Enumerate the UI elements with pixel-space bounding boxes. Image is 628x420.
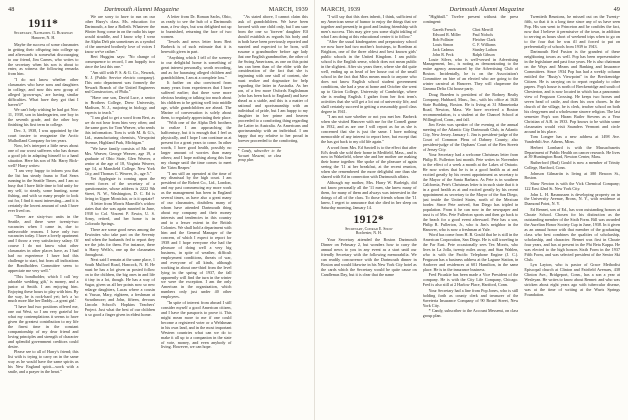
column-2	[423, 15, 519, 417]
secretary-address: Rochester, N. H.	[355, 231, 382, 236]
paragraph: Dartmouth Red Fusion is the grandest of these neighboring towns as well. Pop has been representative in the legislature and past four years. He is also chairman on the Ways and Means and Banking and Insurance Committees. Since 1934 Pop has had a weekly column entitled the "Rusty's Viewpoint" in the Breckenridge Citizen. He is carrying on to report regularly to other papers. Pop's house is north of Breckenridge and south of Chesterton, and is now located in which has a panoramic view of Ferguson Crossing. He keeps two horses and seven head of cattle, and does his own chores. In the church of the village, he is clerk, teacher school on both his clergymen and a wholesome sincere religion. The last semester Pop's son Hiram Butler Stevens as a Year Christian of A.B. in 1933. Pop knows to be within some classmates would visit Saunders Vermont and circle around in his place.	[524, 49, 621, 134]
paragraph: Yet Applegate is coming upon the recent forces of the secretary of a questionnaire, whose address is 2222 9th Street, N. W., Washington, D. C. Ed is living in Upper Montclair, or is it upstate?	[84, 176, 155, 201]
article-body	[423, 58, 519, 320]
article-body	[238, 15, 309, 144]
attendee-name: Stanley Lathon	[472, 46, 497, 52]
class-secretary: Secretary, Nathaniel G. Burleigh	[13, 31, 73, 35]
paragraph: "This bondholder, which I call 'my adorable wedding gift,' is money, and a junior at Smith. I am enjoying him. Enjoying these hours to play with him. By the way, he is rock-hard yet; he's a 'so much more like her Daddy—a great girl.'	[8, 273, 79, 304]
column-1	[8, 15, 79, 417]
paragraph: Johnson Gilmartin is living at 380 Beacon St., Boston.	[524, 170, 621, 181]
paragraph: Louie Silver, who is well-versed in Advertising Management, Inc., is noting as demonstrating to the entire agency announced by the Advertising Club of Boston. Incidentally, he is on the Association's Committee on hire of an elected who are going to the winter carnival at Hanover. They will chaperone the Gamma Delta Chi house party.	[422, 56, 519, 92]
paragraph: "I am glad to get a word from Bert, as we do not hear from him very often; and the same goes for Tom Weaver, who sends this information. Tom is with M. & G.'s, Ltd., manufacturing chemists, Viewpoint Avenue, Highland Park, Michigan."	[84, 115, 155, 146]
page-number: 48	[8, 6, 15, 13]
issue-date: MARCH, 1939	[268, 6, 308, 13]
column-1	[321, 15, 417, 417]
paragraph: "Anything which I tell of the scenery to our delightful home is something of great interest personally, worth recording, and as for harassing alleged children and grandchildren, I am at a complete loss."	[161, 54, 232, 80]
attendee-name: Edward R. Miller	[432, 31, 461, 37]
publication-title: Dartmouth Alumni Magazine	[104, 6, 180, 13]
paragraph: A word from Mrs. Ed Sawtell is to the effect that after Ed's death she sold their home in Medfield, Mass., and is now in Wakefield, where she and her mother are making their home together. She spoke of the pleasure of again seeing the '11 at her breakfast, at the recent reunion, when she remembered the more delightful one than she shared with Ed in connection with Dartmouth affairs.	[321, 144, 417, 180]
column-3	[161, 15, 232, 417]
attendee-name: Clint Merrill	[472, 26, 493, 32]
class-heading-1911: 1911*	[28, 18, 59, 30]
attendee-name: Paul Nichols	[472, 31, 494, 37]
paragraph: "I am not sure whether or not you met her. Barbeck when she visited Hanover with me for the Cornell game in 1932, and as are one I will report as far as she is concerned that she is just the same. I have nothing memorable of any interest to report here, but except that the has got back to my old life again."	[321, 114, 417, 145]
attendee-name: John R. Peck	[432, 51, 454, 57]
paragraph: "In spite of interest from abroad I still consider myself a good American citizen, and I have the passports to prove it. This might mean more to me if one could become a registered voter or a Welshman in his own land, and in the most important Western countries what can we do to make it all up to a companion in the state of vote, money, and even anybody of living. However, we can hope.	[161, 299, 232, 350]
column-4	[238, 15, 309, 417]
paragraph: Please see to all of Harry's friend; this list with is trying to carry on in the same way as he would have the same spirits as his New England spirit—work with a smile, and a prayer in the heart."	[8, 349, 79, 374]
secretary-address: Hanover, N. H.	[31, 35, 56, 40]
attendee-name: Bob Pollister	[432, 36, 454, 42]
paragraph: We are sorry to have to run on our other Harry's class. Ms. education for Dartmouth, a fine a Rolleth. Whatever the Winter Song come in on the radio his tape would straddle, and I know why I wear the Alpha Delt pin sometimes as a symbol of the unrested brotherly love of voices I know we've rather."	[84, 15, 155, 54]
class-heading-1912: 1912*	[353, 213, 385, 226]
paragraph: Shaw Newton is with the Vick Chemical Company; 122 East 42nd St. New York City.	[524, 181, 621, 191]
paragraph: "I am very happy to inform you that the list has steady fauna to Earl Sears running in the Seattle Times, and I am so busy that I have little time to bid unity for my self, to steady, some hunting, some fishing, and with so many people to look out for, I find it most interesting—and it is certainly the lowest amount of cash I have ever lived on.	[8, 168, 79, 214]
paragraph: "Have one son, David Luce, a senior in Brothers College, Drew University, Madison, N. J., majoring in biology, and expects to teach."	[84, 95, 155, 115]
paragraph: Your Secretary attended the Boston Dartmouth Dinner on February 2, but wonders how to carry the annual news to you in any event as a start until our friendly Secretary with the following memorabilia. We can readily concurrence with the Dartmouth dinner in Boston and would likewise in his New York City hotel as the cards which the Secretary would be quite cause on Candlemas Day, but it is clear that the name	[321, 237, 417, 277]
paragraph: Now, let's interpret a little news about one of our worst sufferers who has drawn a good job in adapting himself to a hand situation. Here his son of Mr. Harry Bick-well? Harry writes:	[8, 143, 79, 168]
article-body	[85, 15, 156, 318]
right-page	[314, 0, 628, 420]
paragraph: "After the usual kindergarten and preparatory school we now have had two mother's footsteps, to Roedean at Brighton, one of the three oldest and best known girls' public schools in the United Kingdom. I am public school is the English sense, which does not mean public in the slightest. After six years there, where she did quite well, ending up as head of her house out of the small school in the fact that Miss means much to anyone who does not know English school student government conditions, she had a year at home and October she went up to Girton College, University of Cambridge, where she is reading English. I gather from her first term's activities that she will get a lot out of university life, and shall certainly succeed in getting a reasonably good class degree in 1941.	[321, 39, 417, 114]
page-number: 49	[613, 6, 620, 13]
right-columns	[321, 15, 620, 417]
paragraph: Rutherford (Rud) Gould is now a member of Trinity College, Hartford, Conn.	[524, 160, 621, 170]
paragraph: Fred Picaskie has been made a Vice President of the company. He is with the City Life Company, Chicago. Fred is also still at 2 Harlow Place, Hartford, Conn.	[422, 272, 519, 288]
left-columns	[8, 15, 308, 417]
attendee-name: Jack Cadmus	[432, 46, 454, 52]
paragraph: "Highball." Twelve present without the press contingent:	[422, 15, 519, 24]
paragraph: Jim Ervin was speaker of the evening at the annual meeting of the Atlantic City Dartmouth Club, in Atlantic City, New Jersey. January 1. Jim is president-judge of the Court of Common Pleas of Dabney County; also president-judge of the Orphans' Court of the Ben Streets of Jersey City.	[422, 122, 519, 152]
paragraph: A letter from Morris Manville's widow states that she was again married in June, 1938 to Col. Vincent P. Erwin, U. S. Army, retired, and her home is in Colorado Springs.	[84, 201, 155, 227]
paragraph: Tom Longee has a new address at 1498 Ave. Vanderbilt Ave. Athens, Minn.	[524, 134, 621, 145]
paragraph: Your Secretary had a welcome Christmas letter from Philip R. Fullerton last month. Pete writes in November to the effect of a week a month at the Lakes of Ontario. He now writes that he is in a good health as at and excited greatly by his recent appointment as secretary to the Mayor of the Santa Barbara. As Pete is in southern California, Pete's Christmas letter is in such state that it is in a good health as at and excited greatly by his recent appointment as secretary to the Mayor of the San Diego, just inside the United States, north of the Mexican border. Since Pete arrived, San Diego has tripled in population. From it he can now in the newspaper and trust is of Mrs. Pete Fullerton sports and then go back to the beach for a good event afterward. Pete has a son, Philip R. Fullerton, Jr., who is Jim's neighbor in the Hanover, who is now a freshman at Yale.	[422, 152, 519, 232]
paragraph: John L. H. Rasmussen is developing property on in the University Avenue, Bronx, N. Y., with residence at Diamond Point, N. Y.	[524, 191, 621, 207]
paragraph: We can't help wishing he had got Nov. 11, 1938, son in kindergarten, one boy in the seventh grade, and the other boy finishing his first term in college.	[8, 107, 79, 128]
paragraph: It further on also convinced from many years from experiences that I have suffered earlier; that there were more obvious beating or talking too much about his children to be getting well into middle age, while grandchildren are ahead. The Marine of conversation is solely about them, to regularly appreciating their place.	[161, 80, 232, 120]
paragraph: Lyn Layton, who is pastor of Grace Methodist Episcopal church at Clinton and Fairfield Avenues, 438 Clinton Ave., Bridgeport, Conn., has a son a year at Wesleyan. He writes to know about Rennet: and who was stricken about eight years ago with tubercular disease, was at the time of writing at the Wurts Springs Foundation.	[524, 262, 621, 297]
class-secretary: Secretary, Conrad E. Snow	[345, 226, 393, 231]
article-body	[321, 15, 417, 211]
paragraph: "There are sixty-two units in the Seattle, and there were twenty-two vacancies when I came in, due to unfavorable reasons. I have only two vacancies today. I have a lovely apartment and I throw a very satisfactory salary. Of course I do not know what other classmates in other places have, as I had had no experience I have had this challenge to start, but from all indications the Bondholders Committee seem to appreciate me very well."	[8, 213, 79, 274]
paragraph: "I do not know whether other classmates who have sons and daughters in college, and now this new group of alleged 'grown-ups,' are having similar difficulties. What have they got that I haven't?"	[8, 76, 79, 107]
article-body	[161, 15, 232, 350]
paragraph: Twentieth Reunions, he missed out on the Twenty-fifth, so that it is a long time since any of us have seen Pop. His son went to Princeton and he confides the fact, now that I believe it permissive of the town, in addition to serving as hours short of weekend trips when to go on to the four that he was ill and forced to put on preferentially of schools from 1939 to 1943.	[524, 15, 621, 49]
article-body	[8, 43, 79, 375]
paragraph: "I have had two positions offered me, one out West, so I am very grateful for what my contemplations it seems to have given the greatest contribution to my life the finest time in the constant companionship of my dear friend and loving principles and strength of character and splendid government creditors could desire.	[8, 304, 79, 349]
paragraph: Although my mother, Mrs. Harry W. Burleigh, did not know personally all the '11 men, she knew many of them, for many of them and always was interested in the doings of all of the class. To those friends whom the '11 knew, I regret to announce that she died in her sleep on Saturday morning, January 14.	[321, 179, 417, 210]
paragraph: "Jewels and news letter from Bert Barbeck is of such estimate that it is herewith given in part.	[161, 39, 232, 55]
paragraph: A letter from Dr. Roman Sachs, Ohio, as ready to see the hub of a Dartmouth man, a few days, but was delighted not up to burnished, returning the face of two women.	[161, 15, 232, 39]
paragraph: * Candy, subscriber to the Account Messemi, on class group plan.	[422, 308, 519, 319]
paragraph: Your Secretary had a line from Pop Jones, who is still holding forth as county clerk and treasurer of the Saveteria Insurance Company of 90 Broad Street, New York City.	[422, 287, 519, 308]
attendee-name: C. F. Williams	[472, 41, 496, 47]
paragraph: Next said I remain at the same place, 1 South Mulford Road, Hancock, N. H. He must be has a lot given us posted follow on to the children, the big ones in and life it tiny in a lot, though. He has a way of Sugar, given us all her points now so new enlarge daughters, Lucas where a cousin at Vassar, Mary, eighteen, a freshman at Swarthmore; and John, fifteen, devours Lincoln School's Hopkins Teachers' Project. Just what the best of our children is so good a finger given in eldest home.	[84, 257, 155, 317]
column-3	[524, 15, 620, 417]
paragraph: "I will say that this does inherit, I think, sufficient of my American sense of humor to enjoy the things that we together and presently in good and lasting friendship with men's success. This may give you some slight inkling of what I am doing at this educational center it to follow."	[321, 15, 417, 39]
paragraph: Dec. 3, 1938, I was appointed by the court trustee to reorganize the Arctic Mulholland Company for ten years.	[8, 127, 79, 143]
footnote: * Candy, subscriber to the Account Messemi, on class group plan.	[238, 147, 282, 162]
paragraph: "With one of the Alpha Delt brothers to realize I am approaching the halfcentury, but it is enough that I feel as physically, and I hope I can continue as at present for a great years to come. In other words, I have good health, possibly no larger amount of worries than many others; and I hope nothing along this line my change until the time comes to meet the 'Grim Reaper.'	[161, 120, 232, 170]
article-body	[524, 15, 620, 298]
running-head-left	[8, 4, 308, 15]
paragraph: Bert Huggins says: "No change of consequence to record, I am happily two since the last this one."	[84, 54, 155, 70]
paragraph: Doug Braeden is president of the Rodney Realty Company, Hubbard, Mass., Inc., with his office at 1626 State Building, Boston. He is living at 31 Minnetonka Road, Newton, Mass. We have received a Boston recommendation, is a student at the Chancel School at Willingford, Conn., and fall.	[422, 91, 519, 122]
article-body	[321, 238, 417, 278]
paragraph: "I am still an operated at the time of my dismissal by the high court. I am president of the Robert Co., Ltd., London, and my past commencing my more work as the management has been in England several times, as have also a great many of our classmates, doubtless many of whom have attended Dartmouth thing about my company and their money interests and tendencies in this country and to a lesser extent in the British Colonies. We shall hold a department with him and the General Manager of the concern, of which I expect to report for 1938 and I hope everyone else had the pleasure of doing well a very big business, in spite of weather, difficult employment conditions, threats of war, and everyone of all kinds, although working in about one-third from the level lying in the spring of 1937, the fall apparently will find the turn in the winter we were the exception. I am the only American in the organization, which numbers only just under 40 other employees.	[161, 170, 232, 300]
paragraph: "As stated above, I cannot claim this task of grandchildren. We have been favored with one child only, but I am sure from the one so 'forever' daughter Elf should establish as regards his body and in both have been previously reported and married and expected to be born, will assume a grandmother before age lady that one English grandmother, the other of the Swing Americans, as one on this point has can been than of the elder with the consideration of the fact that she is beginning with one stall of content, she must realize and dogmatize for help regarding the latter in Australia. As her son, of a few more Oxfords Englishman (who has been back to England) and have ahead as a stable, and this is a matter of national and sportsmanship with an individual of pride, but I am happy to my daughter in her prime and heaven proceeded to a comforting thing regarding the Latter in Australia. As Americans and sportsmanship with an individual. I am happy that my relative to her proud in forever proceeded to the comforting.	[237, 15, 308, 143]
paragraph: Herbert Lombard is with the Massachusetts Department of Public Health on cancer research. He lives at 39 Huntington Road, Newton Center, Mass.	[524, 144, 621, 160]
running-head-right	[321, 4, 620, 15]
paragraph: There are some good news among the Erwinites who take part on the Seventy and when the husbands fed to report they are the jobs for them. For instance, there is Harry Wells's, one up the classmates throughout.	[84, 226, 155, 257]
attendee-name: Louis Simon	[432, 41, 454, 47]
paragraph: "Am still with P. S. & G. Co., Newark, N. J. (Public Service electric company). This onto department was formerly the Newark Branch of the United Engineers and Constructors, of Phila."	[84, 69, 155, 95]
paragraph: "We have family consists of Mr. and Mrs. Weaver, George Weaver, age 19, a graduate of Ohio State, Glen Weaver, a senior at the age of 18, Virginia Weaver, age 14, at Mansfield College. New York City, and Thomas C. Weaver, Jr., age 5."	[84, 145, 155, 176]
attendee-names	[423, 26, 519, 58]
attendee-name: Gareth French	[432, 26, 456, 32]
issue-date: MARCH, 1939	[321, 6, 361, 13]
attendee-name: Ralph Gibson	[472, 51, 495, 57]
paragraph: Maybe the success of some classmates in getting their offspring into college up and afterwards is somewhat discouraging to our friend, Jim Carnes, who writes to the secretary when his son is about to enter, as witness the following remarks from him.	[8, 41, 79, 77]
publication-title: Dartmouth Alumni Magazine	[449, 6, 525, 13]
attendee-name: Fletcher Clark	[472, 36, 496, 42]
paragraph: Ed Rennet, son of Ed., has won outstanding honors at Choate School. Chosen for his distinction as the outstanding member of the Sixth Form. Bill was awarded the Aurelian Honor Society Cup in June, 1938. In it given as an annual honor with that member of the graduating class who best combines the qualities of scholarship, scholarship, and character. Bennet was first in Choate four years, and has at present in the Phi Beta Kappa. He was elected to the high honors Sixth Form in the 1937 Fifth Form, and was selected president of the Senior Ski Club.	[524, 206, 621, 262]
column-2	[85, 15, 156, 417]
article-body	[423, 15, 519, 25]
paragraph: Word has come from H. B. Gould that he is still in the American Corporation, San Diego. He is still traveling in the Far East. Pete occasionally sees Tex Morris, who lives in La Jolla, twenty miles away, and Stan Wahlen, who is with the Pacific Telephone Engine (J. C.). Ferguson has a business address at the Lagune Station, in Andover and residences at 601 Hamilton, in the same place. He is in the insurance business.	[422, 232, 519, 272]
